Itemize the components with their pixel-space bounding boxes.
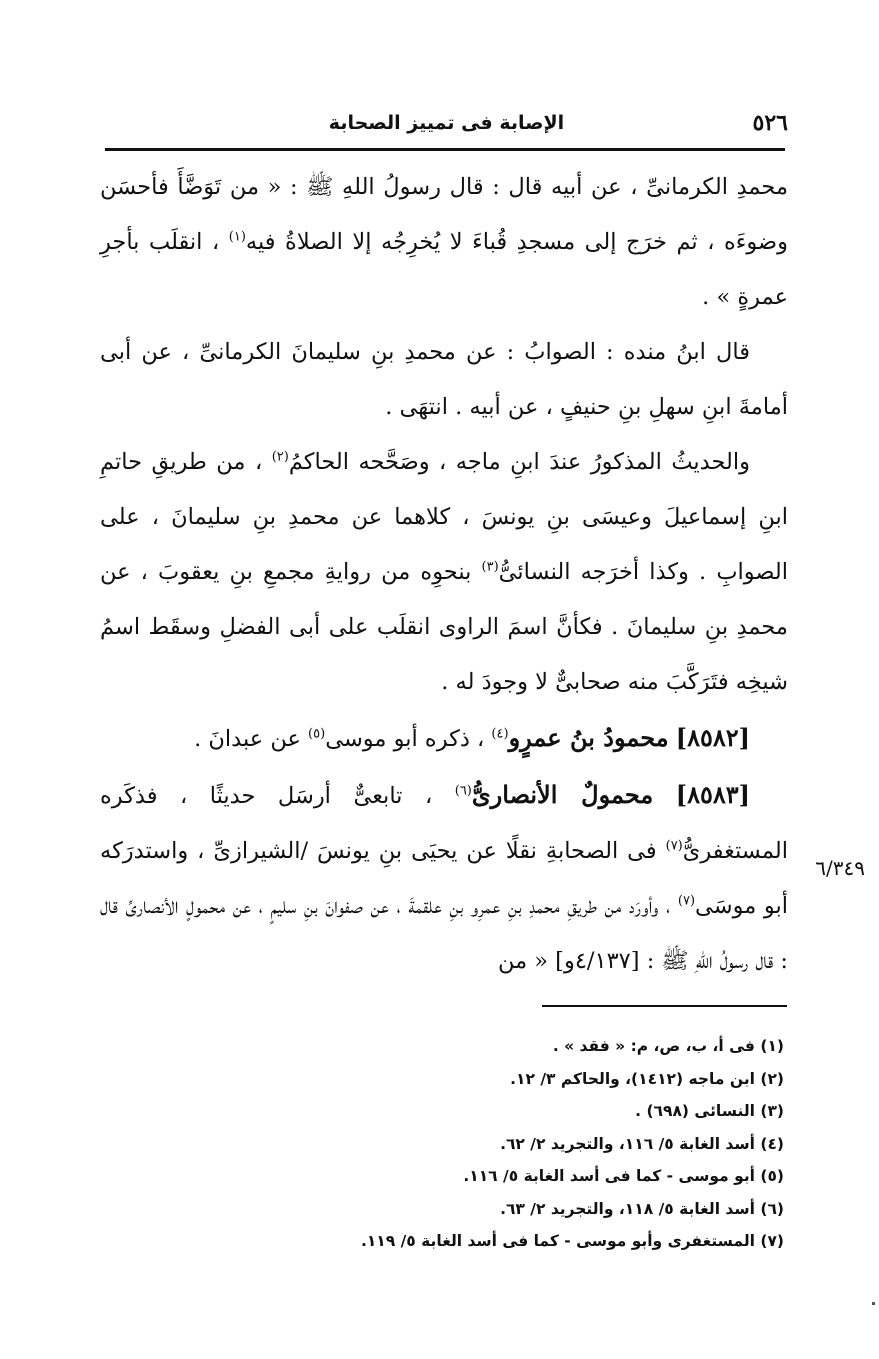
page-number: ٥٢٦: [752, 110, 788, 136]
margin-reference: ٦/٣٤٩: [815, 856, 865, 880]
main-text: [100, 160, 788, 989]
entry-name: محمولٌ الأنصارىُّ: [471, 780, 654, 809]
footnote-ref-3: (٣): [481, 559, 499, 575]
paragraph-2: قال ابنُ منده : الصوابُ : عن محمدِ بنِ سليمانَ الكرمانىِّ ، عن أبى أمامةَ ابنِ سهلِ بنِ حنيفٍ ، عن أبيه . انتهَى .: [100, 339, 788, 420]
footnote-ref-5: (٥): [308, 726, 326, 742]
footnote-1: (١) فى أ، ب، ص، م: « فقد » .: [552, 1037, 784, 1055]
footnote-7: (٧) المستغفرى وأبو موسى - كما فى أسد الغابة ٥/ ١١٩.: [360, 1232, 784, 1250]
entry-8583: [٨٥٨٣] محمولٌ الأنصارىُّ$^{(٦)}$ ، تابعىٌّ أرسَل حديثًا ، فذكَره المستغفرىُّ$^{(٧)}$ فى الصحابةِ نقلًا عن يحيَى بنِ يونسَ /الشيرازىِّ ، واستدرَكه أبو موسَى$^{(٧)}$ ، وأورَد من طريقِ محمدِ بنِ عمرِو بنِ علقمةَ ، عن صفوانَ بنِ سليمٍ ، عن محمولٍ الأنصارىِّ قال : قال رسولُ اللهِ ﷺ : [٤/١٣٧و] « من: [100, 780, 788, 974]
footnote-6: (٦) أسد الغابة ٥/ ١١٨، والتجريد ٢/ ٦٣.: [500, 1199, 784, 1218]
footnote-ref-4: (٤): [491, 726, 509, 742]
footnote-2: (٢) ابن ماجه (١٤١٢)، والحاكم ٣/ ١٢.: [510, 1069, 784, 1088]
entry-8582: [٨٥٨٢] محمودُ بنُ عمرٍو$^{(٤)}$ ، ذكره أبو موسى$^{(٥)}$ عن عبدانَ .: [194, 723, 750, 752]
paragraph-1: محمدِ الكرمانىِّ ، عن أبيه قال : قال رسولُ اللهِ ﷺ : « من تَوَضَّأَ فأحسَن وضوءَه ، ثم خرَج إلى مسجدِ قُباءَ لا يُخرِجُه إلا الصلاةُ فيه$^{(١)}$ ، انقلَب بأجرِ عمرةٍ » .: [100, 174, 788, 310]
footnote-ref-6: (٦): [454, 783, 472, 799]
footnote-5: (٥) أبو موسى - كما فى أسد الغابة ٥/ ١١٦.: [463, 1167, 784, 1185]
entry-number: [٨٥٨٣]: [675, 780, 751, 809]
footnote-ref-1: (١): [228, 229, 246, 245]
entry-name: محمودُ بنُ عمرٍو: [508, 723, 669, 752]
footnote-4: (٤) أسد الغابة ٥/ ١١٦، والتجريد ٢/ ٦٢.: [500, 1134, 784, 1153]
footnote-ref-7: (٧): [665, 838, 683, 854]
page-header: [105, 104, 788, 144]
header-rule: [105, 148, 785, 151]
footnotes: [300, 1030, 784, 1258]
paragraph-3: والحديثُ المذكورُ عندَ ابنِ ماجه ، وصَحَّحه الحاكمُ$^{(٢)}$ ، من طريقِ حاتمِ ابنِ إسماعيلَ وعيسَى بنِ يونسَ ، كلاهما عن محمدِ بنِ سليمانَ ، على الصوابِ . وكذا أخرَجه النسائىُّ$^{(٣)}$ بنحوِه من روايةِ مجمعِ بنِ يعقوبَ ، عن محمدِ بنِ سليمانَ . فكأنَّ اسمَ الراوى انقلَب على أبى الفضلِ وسقَط اسمُ شيخِه فتَرَكَّبَ منه صحابىٌّ لا وجودَ له .: [100, 449, 788, 695]
entry-number: [٨٥٨٢]: [675, 723, 750, 752]
running-title: الإصابة فى تمييز الصحابة: [328, 112, 565, 134]
footnote-ref-7b: (٧): [677, 893, 696, 909]
footnote-rule: [542, 1005, 787, 1007]
footnote-ref-2: (٢): [271, 449, 289, 465]
footnote-3: (٣) النسائى (٦٩٨) .: [635, 1102, 784, 1120]
scan-speck: [872, 1302, 875, 1305]
